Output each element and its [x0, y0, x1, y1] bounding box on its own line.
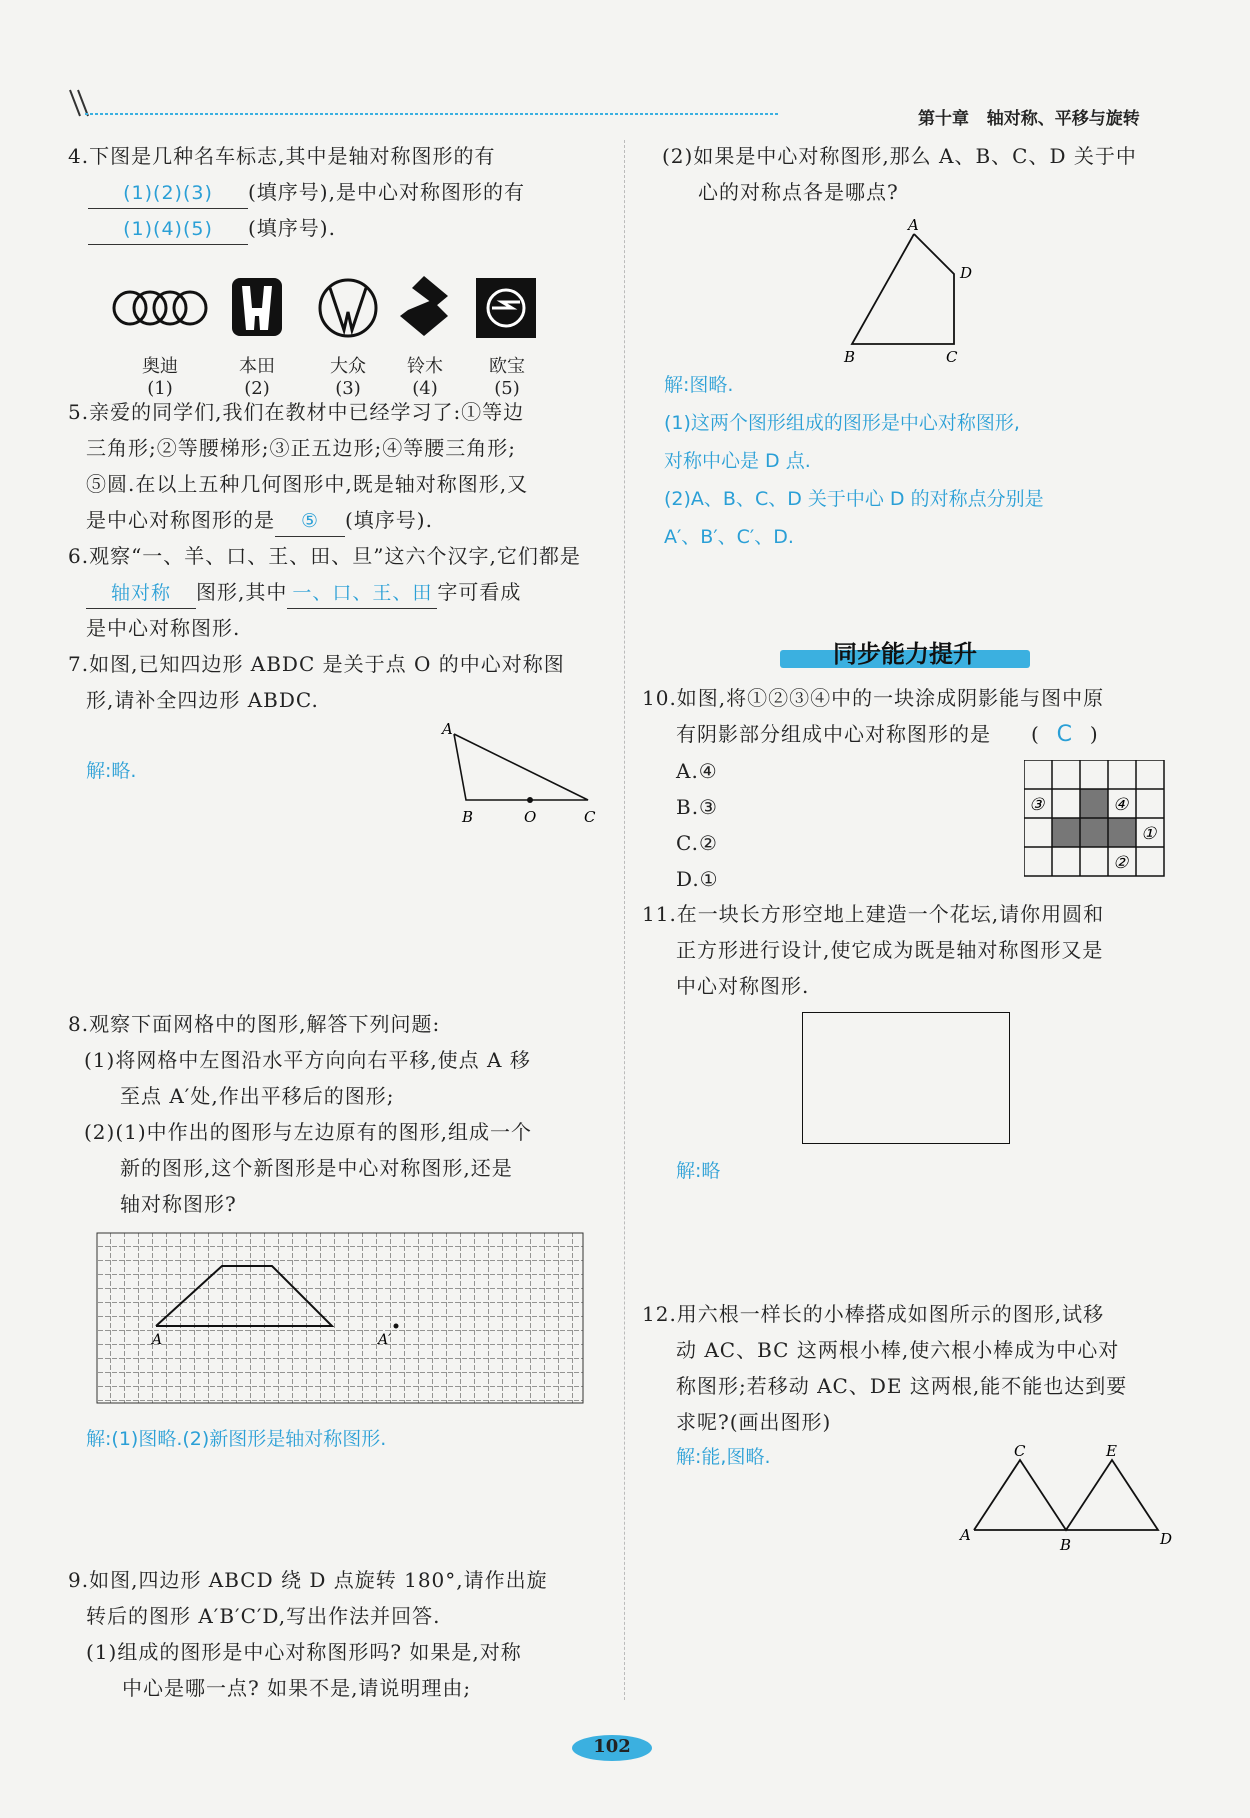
q7-point-o: [527, 797, 533, 803]
q7-line2: 形,请补全四边形 ABDC.: [86, 688, 319, 712]
q7-label-c: C: [584, 808, 596, 826]
car-logos: [108, 272, 568, 399]
q11-line1: 11.在一块长方形空地上建造一个花坛,请你用圆和: [642, 902, 1105, 926]
q5-line2: 三角形;②等腰梯形;③正五边形;④等腰三角形;: [86, 436, 516, 460]
q7-label-a: A: [442, 720, 453, 738]
question-10: 10.如图,将①②③④中的一块涂成阴影能与图中原 有阴影部分组成中心对称图形的是 ( C ) A.④ B.③ C.② D.①: [642, 680, 1182, 897]
q8-line1: 8.观察下面网格中的图形,解答下列问题:: [68, 1012, 441, 1036]
q8-line3: 至点 A′处,作出平移后的图形;: [120, 1084, 395, 1108]
q9-label-b: B: [844, 348, 856, 364]
q12-line1: 12.用六根一样长的小棒搭成如图所示的图形,试移: [642, 1302, 1105, 1326]
question-6: [68, 538, 608, 646]
q9-label-a: A: [908, 216, 919, 234]
q8-label-a: A: [152, 1332, 163, 1348]
logo-images: [108, 272, 568, 352]
audi-logo: [114, 292, 206, 324]
q8-grid-figure: [96, 1232, 586, 1408]
q10-grid-figure: [1024, 760, 1174, 880]
q7-figure: [430, 716, 610, 826]
logo-caption-1: 奥迪 (1): [142, 356, 178, 399]
q6-tail: 字可看成: [437, 580, 522, 604]
q12-label-a: A: [960, 1526, 971, 1544]
q6-answer1: 轴对称: [86, 578, 196, 609]
q9-line6: 心的对称点各是哪点?: [698, 180, 899, 204]
q8-line6: 轴对称图形?: [120, 1192, 237, 1216]
q5-line3: ⑤圆.在以上五种几何图形中,既是轴对称图形,又: [86, 472, 529, 496]
q7-line1: 7.如图,已知四边形 ABDC 是关于点 O 的中心对称图: [68, 652, 565, 676]
q5-line4-pre: 是中心对称图形的是: [86, 508, 275, 532]
q11-answer: 解:略: [676, 1160, 721, 1182]
q9-line3: (1)组成的图形是中心对称图形吗? 如果是,对称: [86, 1640, 522, 1664]
q8-label-a-prime: A′: [378, 1332, 392, 1348]
question-8: [68, 1006, 608, 1222]
q12-figure: [956, 1440, 1176, 1560]
chapter-title: 轴对称、平移与旋转: [986, 109, 1140, 129]
q8-line4: (2)(1)中作出的图形与左边原有的图形,组成一个: [84, 1120, 533, 1144]
q9-figure: [836, 214, 996, 364]
page-number-badge: [570, 1733, 654, 1763]
q6-mid: 图形,其中: [196, 580, 288, 604]
q9-answer1: 解:图略.: [664, 374, 734, 396]
q9-answer3: 对称中心是 D 点.: [664, 450, 811, 472]
grid-mark-2: ②: [1113, 853, 1129, 873]
q5-answer: ⑤: [275, 506, 345, 537]
question-7: [68, 646, 608, 718]
suzuki-logo: [400, 276, 448, 336]
q9-label-c: C: [946, 348, 958, 364]
chapter-header: [918, 104, 1140, 129]
q6-line1: 6.观察“一、羊、口、王、田、旦”这六个汉字,它们都是: [68, 544, 581, 568]
q5-line4-post: (填序号).: [345, 508, 433, 532]
q11-line3: 中心对称图形.: [676, 974, 810, 998]
q10-line1: 10.如图,将①②③④中的一块涂成阴影能与图中原: [642, 686, 1105, 710]
q9-line5: (2)如果是中心对称图形,那么 A、B、C、D 关于中: [662, 144, 1137, 168]
logo-caption-2: 本田 (2): [239, 356, 275, 399]
q8-answer: 解:(1)图略.(2)新图形是轴对称图形.: [86, 1428, 387, 1450]
q4-answer1: (1)(2)(3): [88, 178, 248, 209]
q12-line4: 求呢?(画出图形): [676, 1410, 832, 1434]
q10-option-c: C.②: [676, 831, 718, 855]
q10-option-d: D.①: [676, 867, 719, 891]
volkswagen-logo: [320, 280, 376, 336]
q10-option-b: B.③: [676, 795, 718, 819]
q9-line4: 中心是哪一点? 如果不是,请说明理由;: [122, 1676, 472, 1700]
section-title: 同步能力提升: [833, 640, 977, 668]
q9-label-d: D: [960, 264, 973, 282]
question-11: [642, 896, 1182, 1004]
q4-tail: (填序号).: [248, 216, 336, 240]
q9-answer4: (2)A、B、C、D 关于中心 D 的对称点分别是: [664, 488, 1044, 510]
q12-answer: 解:能,图略.: [676, 1446, 771, 1468]
grid-mark-1: ①: [1141, 824, 1157, 844]
question-9-continued: [662, 138, 1182, 210]
opel-logo: [476, 278, 536, 338]
q9-answer5: A′、B′、C′、D.: [664, 526, 794, 548]
q12-label-b: B: [1060, 1536, 1072, 1554]
logo-caption-4: 铃木 (4): [407, 356, 443, 399]
q8-line5: 新的图形,这个新图形是中心对称图形,还是: [120, 1156, 513, 1180]
q10-answer: C: [1056, 722, 1073, 747]
q9-answer2: (1)这两个图形组成的图形是中心对称图形,: [664, 412, 1020, 434]
q12-line3: 称图形;若移动 AC、DE 这两根,能不能也达到要: [676, 1374, 1128, 1398]
q6-line3: 是中心对称图形.: [86, 616, 241, 640]
q9-line2: 转后的图形 A′B′C′D,写出作法并回答.: [86, 1604, 441, 1628]
q12-label-c: C: [1014, 1442, 1026, 1460]
q11-rectangle: [802, 1012, 1010, 1144]
question-4: [68, 138, 598, 246]
chapter-label: 第十章: [918, 109, 969, 129]
q4-line1: 4.下图是几种名车标志,其中是轴对称图形的有: [68, 144, 496, 168]
header-rule: [60, 88, 780, 120]
q11-line2: 正方形进行设计,使它成为既是轴对称图形又是: [676, 938, 1104, 962]
q4-mid: (填序号),是中心对称图形的有: [248, 180, 525, 204]
section-banner: [760, 632, 1050, 672]
question-12: [642, 1296, 1182, 1440]
page-number: 102: [593, 1736, 631, 1757]
q9-answers: [664, 366, 1184, 556]
grid-mark-3: ③: [1029, 795, 1045, 815]
logo-caption-3: 大众 (3): [330, 356, 366, 399]
question-9: [68, 1562, 608, 1706]
q5-line1: 5.亲爱的同学们,我们在教材中已经学习了:①等边: [68, 400, 525, 424]
q12-label-e: E: [1106, 1442, 1117, 1460]
q12-label-d: D: [1160, 1530, 1173, 1548]
q12-line2: 动 AC、BC 这两根小棒,使六根小棒成为中心对: [676, 1338, 1120, 1362]
q6-answer2: 一、口、王、田: [287, 578, 437, 609]
grid-mark-4: ④: [1113, 795, 1129, 815]
honda-logo: [232, 278, 282, 336]
column-divider: [624, 140, 625, 1700]
q10-line2: 有阴影部分组成中心对称图形的是: [676, 722, 991, 746]
q9-line1: 9.如图,四边形 ABCD 绕 D 点旋转 180°,请作出旋: [68, 1568, 548, 1592]
q8-line2: (1)将网格中左图沿水平方向向右平移,使点 A 移: [84, 1048, 531, 1072]
q10-option-a: A.④: [676, 759, 718, 783]
q7-answer: 解:略.: [86, 760, 137, 782]
q4-answer2: (1)(4)(5): [88, 214, 248, 245]
q7-label-b: B: [462, 808, 474, 826]
logo-caption-5: 欧宝 (5): [489, 356, 525, 399]
question-5: [68, 394, 608, 538]
q7-label-o: O: [524, 808, 537, 826]
